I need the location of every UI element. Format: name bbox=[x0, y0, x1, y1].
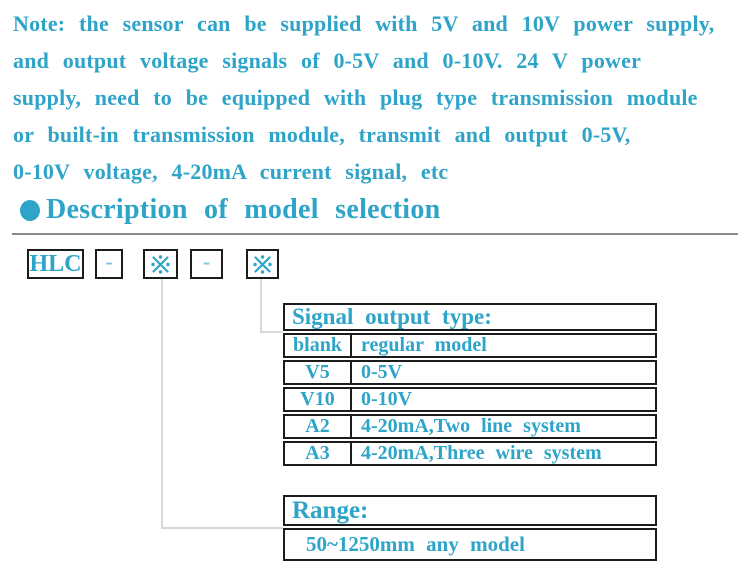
model-option-box-output bbox=[143, 249, 178, 279]
table-row bbox=[283, 414, 657, 439]
model-separator-box bbox=[95, 249, 123, 279]
signal-code-cell: V5 bbox=[285, 362, 352, 383]
dash-icon: - bbox=[202, 249, 211, 274]
connector-line-range-horizontal bbox=[161, 527, 283, 529]
note-line: Note: the sensor can be supplied with 5V and 10V power supply, bbox=[13, 11, 715, 36]
dash-icon: - bbox=[105, 249, 113, 274]
section-title: Description of model selection bbox=[46, 194, 441, 225]
note-line: 0-10V voltage, 4-20mA current signal, etc bbox=[13, 159, 449, 184]
signal-desc-cell: 4-20mA,Two line system bbox=[361, 415, 581, 437]
signal-desc-cell: regular model bbox=[361, 334, 487, 356]
connector-line-signal-horizontal bbox=[260, 331, 283, 333]
signal-desc-cell: 0-10V bbox=[361, 388, 413, 410]
signal-desc-cell: 4-20mA,Three wire system bbox=[361, 442, 602, 464]
connector-line-range-vertical bbox=[161, 279, 163, 529]
note-paragraph bbox=[13, 5, 745, 190]
range-table-title: Range: bbox=[283, 495, 657, 526]
table-row bbox=[283, 441, 657, 466]
signal-output-table bbox=[283, 303, 657, 466]
note-line: or built-in transmission module, transmit and output 0-5V, bbox=[13, 122, 631, 147]
bullet-icon bbox=[20, 200, 40, 221]
range-value: 50~1250mm any model bbox=[306, 532, 525, 556]
signal-code-cell: A3 bbox=[285, 443, 352, 464]
signal-code-cell: V10 bbox=[285, 389, 352, 410]
note-line: supply, need to be equipped with plug type transmission module bbox=[13, 85, 698, 110]
heading-divider bbox=[12, 233, 738, 235]
range-table bbox=[283, 495, 657, 561]
model-prefix-box bbox=[27, 249, 84, 279]
section-heading bbox=[20, 194, 441, 226]
model-option-box-range bbox=[246, 249, 279, 279]
signal-desc-cell: 0-5V bbox=[361, 361, 403, 383]
signal-table-title: Signal output type: bbox=[283, 303, 657, 331]
signal-code-cell: A2 bbox=[285, 416, 352, 437]
table-row bbox=[283, 360, 657, 385]
model-prefix-label: HLC bbox=[29, 250, 82, 277]
model-separator-box bbox=[190, 249, 223, 279]
reference-mark-icon bbox=[252, 254, 273, 275]
table-row bbox=[283, 333, 657, 358]
table-row bbox=[283, 387, 657, 412]
reference-mark-icon bbox=[150, 254, 171, 275]
note-line: and output voltage signals of 0-5V and 0-10V. 24 V power bbox=[13, 48, 642, 73]
signal-code-cell: blank bbox=[285, 335, 352, 356]
connector-line-signal-vertical bbox=[260, 279, 262, 333]
table-row bbox=[283, 528, 657, 561]
